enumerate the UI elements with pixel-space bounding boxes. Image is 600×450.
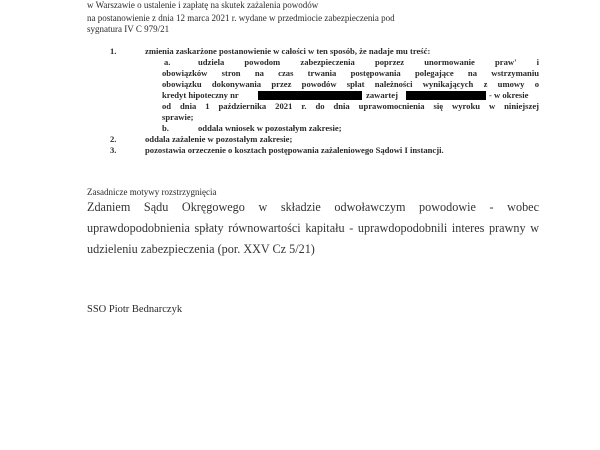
header-line-1: w Warszawie o ustalenie i zapłatę na skutek zażalenia powodów (87, 0, 319, 10)
item-3-number: 3. (110, 145, 117, 155)
signature: SSO Piotr Bednarczyk (87, 304, 183, 315)
motives-line-3: udzieleniu zabezpieczenia (por. XXV Cz 5/21) (87, 242, 315, 256)
sub-a-line-1 (198, 57, 539, 67)
motives-line-1: Zdaniem Sądu Okręgowego w składzie odwoławczym powodowie - wobec (87, 200, 539, 214)
item-2-text: oddala zażalenie w pozostałym zakresie; (145, 134, 293, 144)
sub-a-line-3: obowiązku dokonywania przez powodów spłat należności wynikających z umowy o (162, 79, 539, 89)
item-2-number: 2. (110, 134, 117, 144)
redaction-bar (258, 91, 362, 100)
sub-a-line-2: obowiązków stron na czas trwania postępowania polegające na wstrzymaniu (162, 68, 539, 78)
sub-a-line-4b: zawartej (366, 90, 398, 100)
sub-a-word-6: praw' (494, 57, 517, 67)
sub-b-text: oddala wniosek w pozostałym zakresie; (198, 123, 342, 133)
motives-heading: Zasadnicze motywy rozstrzygnięcia (87, 187, 217, 197)
motives-line-2: uprawdopodobnienia spłaty równowartości kapitału - uprawdopodobnili interes prawny w (87, 221, 539, 235)
sub-a-line-4c: - w okresie (489, 90, 529, 100)
item-1-number: 1. (110, 46, 117, 56)
sub-b-letter: b. (162, 123, 169, 133)
sub-a-letter: a. (164, 57, 171, 67)
header-line-3: sygnatura IV C 979/21 (87, 24, 170, 34)
sub-a-word-4: poprzez (374, 57, 405, 67)
sub-a-word-2: powodom (244, 57, 281, 67)
item-3-text: pozostawia orzeczenie o kosztach postępowania zażaleniowego Sądowi I instancji. (145, 145, 444, 155)
header-line-2: na postanowienie z dnia 12 marca 2021 r. wydane w przedmiocie zabezpieczenia pod (87, 13, 395, 23)
sub-a-line-6: sprawie; (162, 112, 194, 122)
redaction-bar (406, 91, 486, 100)
sub-a-word-7: i (536, 57, 539, 67)
item-1-text: zmienia zaskarżone postanowienie w całości w ten sposób, że nadaje mu treść: (145, 46, 431, 56)
sub-a-word-1: udziela (198, 57, 225, 67)
sub-a-word-3: zabezpieczenia (300, 57, 355, 67)
sub-a-word-5: unormowanie (424, 57, 475, 67)
sub-a-line-4a: kredyt hipoteczny nr (162, 90, 239, 100)
sub-a-line-5: od dnia 1 października 2021 r. do dnia uprawomocnienia się wyroku w niniejszej (162, 101, 539, 111)
